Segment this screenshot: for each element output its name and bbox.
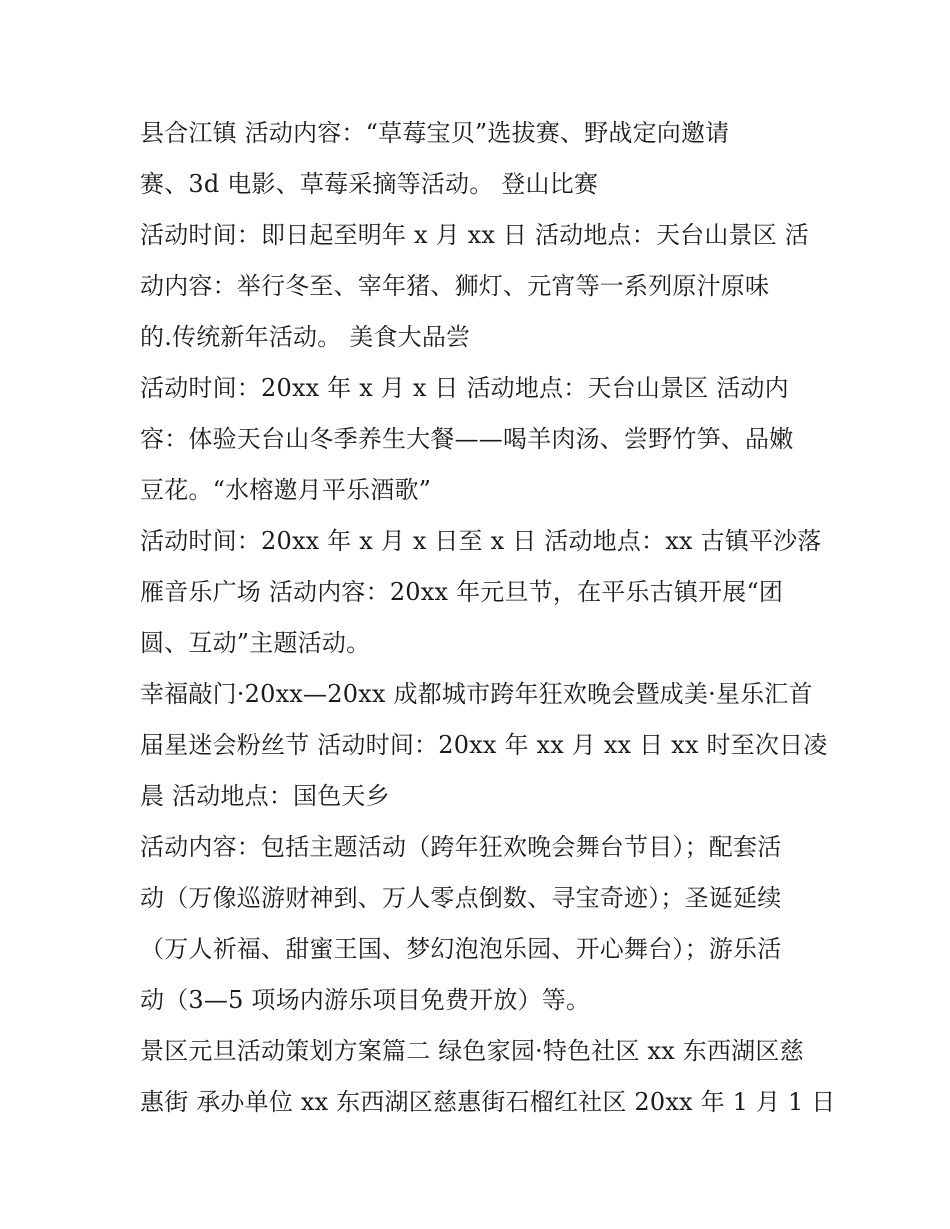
text-line: 动（万像巡游财神到、万人零点倒数、寻宝奇迹）；圣诞延续	[140, 884, 782, 912]
text-line: 活动内容：包括主题活动（跨年狂欢晚会舞台节目）；配套活	[140, 833, 782, 861]
text-line: 惠街 承办单位 xx 东西湖区慈惠街石榴红社区 20xx 年 1 月 1 日	[140, 1088, 836, 1116]
text-line: 容：体验天台山冬季养生大餐——喝羊肉汤、尝野竹笋、品嫩	[140, 425, 794, 453]
text-line: 晨 活动地点：国色天乡	[140, 782, 390, 810]
text-line: 雁音乐广场 活动内容：20xx 年元旦节，在平乐古镇开展“团	[140, 578, 784, 606]
text-line: 活动时间：20xx 年 x 月 x 日至 x 日 活动地点：xx 古镇平沙落	[140, 527, 822, 555]
text-line: 动（3—5 项场内游乐项目免费开放）等。	[140, 986, 591, 1014]
text-line: 圆、互动”主题活动。	[140, 629, 371, 657]
text-line: 活动时间：20xx 年 x 月 x 日 活动地点：天台山景区 活动内	[140, 374, 789, 402]
document-body	[140, 108, 836, 1128]
text-line: （万人祈福、甜蜜王国、梦幻泡泡乐园、开心舞台）；游乐活	[140, 935, 782, 963]
text-line: 赛、3d 电影、草莓采摘等活动。 登山比赛	[140, 170, 599, 198]
text-line: 的.传统新年活动。 美食大品尝	[140, 323, 471, 351]
text-line: 动内容：举行冬至、宰年猪、狮灯、元宵等一系列原汁原味	[140, 272, 770, 300]
text-line: 活动时间：即日起至明年 x 月 xx 日 活动地点：天台山景区 活	[140, 221, 809, 249]
text-line: 豆花。“水榕邀月平乐酒歌”	[140, 476, 432, 504]
text-line: 景区元旦活动策划方案篇二 绿色家园·特色社区 xx 东西湖区慈	[140, 1037, 804, 1065]
text-line: 县合江镇 活动内容：“草莓宝贝”选拔赛、野战定向邀请	[140, 119, 730, 147]
text-line: 届星迷会粉丝节 活动时间：20xx 年 xx 月 xx 日 xx 时至次日凌	[140, 731, 828, 759]
text-line: 幸福敲门·20xx—20xx 成都城市跨年狂欢晚会暨成美·星乐汇首	[140, 680, 813, 708]
